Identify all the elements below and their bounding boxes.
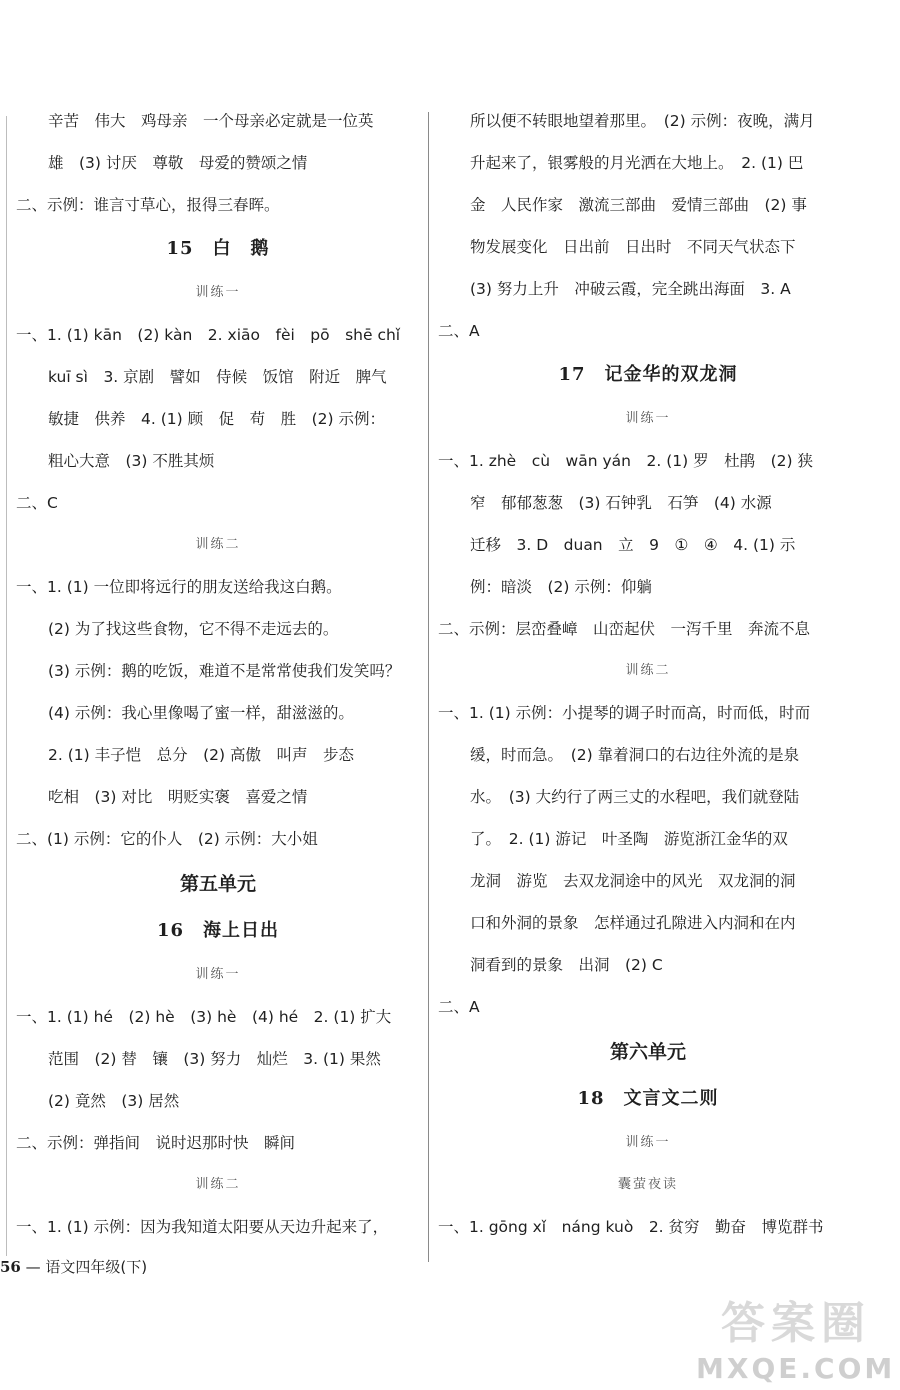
right-column xyxy=(438,100,858,1248)
watermark-logo xyxy=(686,1296,896,1386)
answer-line: 一、1. gōng xǐ náng kuò 2. 贫穷 勤奋 博览群书 xyxy=(438,1218,824,1236)
watermark-main-text: 答案圈 xyxy=(721,1298,871,1349)
page-footer xyxy=(0,1252,147,1282)
answer-line: 迁移 3. D duan 立 9 ① ④ 4. (1) 示 xyxy=(470,536,796,554)
answer-line: 敏捷 供养 4. (1) 顾 促 苟 胜 (2) 示例： xyxy=(48,410,385,428)
answer-line: (3) 示例：鹅的吃饭，难道不是常常使我们发笑吗？ xyxy=(48,662,401,680)
answer-line: 物发展变化 日出前 日出时 不同天气状态下 xyxy=(470,238,796,256)
answer-line: 一、1. zhè cù wān yán 2. (1) 罗 杜鹃 (2) 狭 xyxy=(438,452,813,470)
answer-line: 二、A xyxy=(438,322,480,340)
unit-heading: 第五单元 xyxy=(179,873,256,895)
answer-line: 2. (1) 丰子恺 总分 (2) 高傲 叫声 步态 xyxy=(48,746,354,764)
answer-line: 升起来了，银雾般的月光洒在大地上。 2. (1) 巴 xyxy=(470,154,804,172)
answer-line: 雄 (3) 讨厌 尊敬 母爱的赞颂之情 xyxy=(48,154,308,172)
answer-line: 水。 (3) 大约行了两三丈的水程吧，我们就登陆 xyxy=(470,788,800,806)
lesson-heading: 17 记金华的双龙洞 xyxy=(558,364,738,385)
answer-line: kuī sì 3. 京剧 譬如 侍候 饭馆 附近 脾气 xyxy=(48,368,387,386)
exercise-subheading: 训练一 xyxy=(625,1135,671,1150)
unit-heading: 第六单元 xyxy=(609,1041,686,1063)
page-edge-mark xyxy=(6,116,7,1256)
answer-line: 一、1. (1) kān (2) kàn 2. xiāo fèi pō shē chǐ xyxy=(16,326,401,344)
exercise-subheading: 囊萤夜读 xyxy=(617,1177,678,1192)
exercise-subheading: 训练二 xyxy=(195,537,241,552)
answer-line: (2) 竟然 (3) 居然 xyxy=(48,1092,180,1110)
book-title: — 语文四年级(下) xyxy=(25,1258,148,1276)
answer-line: 二、C xyxy=(16,494,58,512)
lesson-heading: 18 文言文二则 xyxy=(577,1088,719,1109)
exercise-subheading: 训练二 xyxy=(625,663,671,678)
answer-line: 所以便不转眼地望着那里。 (2) 示例：夜晚，满月 xyxy=(470,112,815,130)
answer-line: 二、示例：层峦叠嶂 山峦起伏 一泻千里 奔流不息 xyxy=(438,620,811,638)
answer-line: 一、1. (1) 一位即将远行的朋友送给我这白鹅。 xyxy=(16,578,342,596)
lesson-heading: 16 海上日出 xyxy=(156,920,280,941)
answer-line: 吃相 (3) 对比 明贬实褒 喜爱之情 xyxy=(48,788,308,806)
answer-line: 粗心大意 (3) 不胜其烦 xyxy=(48,452,215,470)
answer-line: (2) 为了找这些食物，它不得不走远去的。 xyxy=(48,620,339,638)
answer-line: 一、1. (1) 示例：因为我知道太阳要从天边升起来了， xyxy=(16,1218,389,1236)
answer-line: 二、A xyxy=(438,998,480,1016)
answer-line: 龙洞 游览 去双龙洞途中的风光 双龙洞的洞 xyxy=(470,872,796,890)
answer-line: 洞看到的景象 出洞 (2) C xyxy=(470,956,663,974)
exercise-subheading: 训练一 xyxy=(195,285,241,300)
answer-line: 二、示例：弹指间 说时迟那时快 瞬间 xyxy=(16,1134,296,1152)
left-column xyxy=(16,100,420,1248)
page-number: 56 xyxy=(0,1258,21,1276)
answer-line: 辛苦 伟大 鸡母亲 一个母亲必定就是一位英 xyxy=(48,112,374,130)
lesson-heading: 15 白 鹅 xyxy=(166,238,270,259)
answer-line: 口和外洞的景象 怎样通过孔隙进入内洞和在内 xyxy=(470,914,796,932)
answer-line: (3) 努力上升 冲破云霞，完全跳出海面 3. A xyxy=(470,280,791,298)
exercise-subheading: 训练二 xyxy=(195,1177,241,1192)
column-divider xyxy=(428,112,429,1262)
exercise-subheading: 训练一 xyxy=(625,411,671,426)
answer-line: 范围 (2) 替 镶 (3) 努力 灿烂 3. (1) 果然 xyxy=(48,1050,381,1068)
answer-line: 二、(1) 示例：它的仆人 (2) 示例：大小姐 xyxy=(16,830,318,848)
watermark-site-text: MXQE.COM xyxy=(696,1352,896,1385)
answer-line: 金 人民作家 激流三部曲 爱情三部曲 (2) 事 xyxy=(470,196,807,214)
answer-line: 窄 郁郁葱葱 (3) 石钟乳 石笋 (4) 水源 xyxy=(470,494,772,512)
answer-line: 二、示例：谁言寸草心，报得三春晖。 xyxy=(16,196,280,214)
answer-line: 缓，时而急。 (2) 靠着洞口的右边往外流的是泉 xyxy=(470,746,800,764)
answer-line: (4) 示例：我心里像喝了蜜一样，甜滋滋的。 xyxy=(48,704,354,722)
answer-line: 了。 2. (1) 游记 叶圣陶 游览浙江金华的双 xyxy=(470,830,788,848)
exercise-subheading: 训练一 xyxy=(195,967,241,982)
answer-line: 一、1. (1) 示例：小提琴的调子时而高，时而低，时而 xyxy=(438,704,811,722)
answer-line: 一、1. (1) hé (2) hè (3) hè (4) hé 2. (1) 扩大 xyxy=(16,1008,392,1026)
answer-line: 例：暗淡 (2) 示例：仰躺 xyxy=(470,578,652,596)
